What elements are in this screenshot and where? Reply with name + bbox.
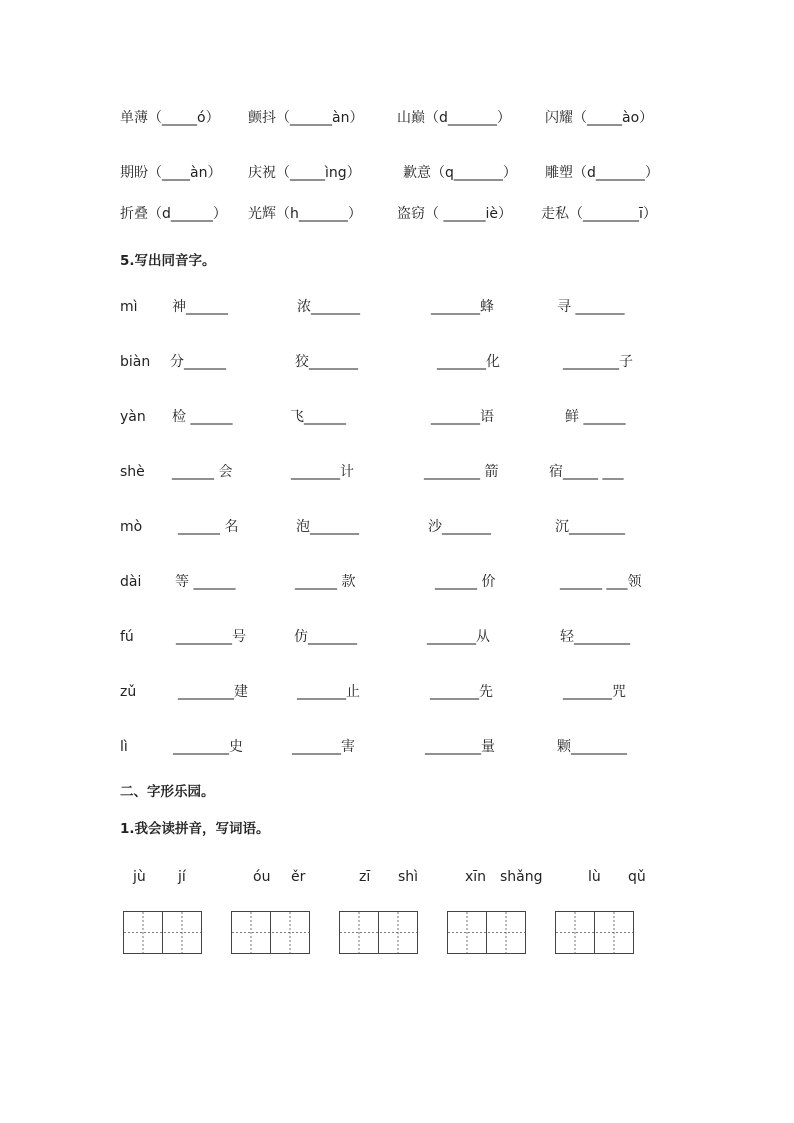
homophone-blank: ________量 [425,739,495,755]
homophone-pinyin: lì [120,739,128,755]
word-pinyin: jù [133,869,146,885]
writing-grid[interactable] [555,911,633,953]
pinyin-item: 山巅（d_______） [397,110,511,126]
homophone-blank: 鲜 ______ [565,409,626,425]
homophone-blank: 颗________ [557,739,627,755]
homophone-blank: _______蜂 [431,299,494,315]
section-2-1-title: 1.我会读拼音，写词语。 [120,821,270,837]
section-5-title: 5.写出同音字。 [120,253,216,269]
homophone-blank: ________史 [173,739,243,755]
writing-grid[interactable] [231,911,309,953]
pinyin-item: 雕塑（d_______） [545,165,659,181]
homophone-pinyin: dài [120,574,142,590]
homophone-blank: 轻________ [560,629,630,645]
pinyin-item: 盗窃（ ______iè） [397,206,512,222]
word-pinyin: zī [359,869,371,885]
pinyin-item: 折叠（d______） [120,206,227,222]
homophone-blank: _______咒 [563,684,626,700]
word-pinyin: jí [178,869,186,885]
homophone-blank: ________子 [563,354,633,370]
homophone-pinyin: mì [120,299,138,315]
homophone-blank: 浓_______ [297,299,360,315]
writing-grid[interactable] [447,911,525,953]
homophone-blank: 泡_______ [296,519,359,535]
word-pinyin: lù [588,869,601,885]
word-pinyin: qǔ [628,869,646,885]
homophone-blank: _______计 [291,464,354,480]
homophone-blank: _______化 [437,354,500,370]
word-pinyin: ěr [291,869,306,885]
pinyin-item: 单薄（_____ó） [120,110,220,126]
homophone-pinyin: zǔ [120,684,137,700]
section-2-title: 二、字形乐园。 [120,784,215,800]
word-pinyin: shì [398,869,419,885]
homophone-blank: 飞______ [290,409,346,425]
homophone-blank: _______止 [297,684,360,700]
homophone-blank: 等 ______ [175,574,236,590]
homophone-blank: 神______ [172,299,228,315]
homophone-blank: ________建 [178,684,248,700]
homophone-blank: _______从 [427,629,490,645]
word-pinyin: óu [253,869,271,885]
pinyin-item: 期盼（____àn） [120,165,222,181]
homophone-blank: _______先 [430,684,493,700]
pinyin-item: 光辉（h_______） [248,206,362,222]
pinyin-item: 颤抖（______àn） [248,110,364,126]
homophone-pinyin: yàn [120,409,146,425]
homophone-blank: 仿_______ [294,629,357,645]
homophone-blank: ________ 箭 [424,464,499,480]
pinyin-item: 闪耀（_____ào） [545,110,654,126]
homophone-blank: 分______ [170,354,226,370]
homophone-blank: ______ 会 [172,464,233,480]
homophone-blank: ________号 [176,629,246,645]
homophone-blank: 宿_____ ___ [549,464,624,480]
homophone-blank: 检 ______ [172,409,233,425]
homophone-blank: ______ 名 [178,519,239,535]
homophone-blank: 沉________ [555,519,625,535]
homophone-pinyin: biàn [120,354,151,370]
pinyin-item: 庆祝（_____ìng） [248,165,361,181]
homophone-pinyin: fú [120,629,134,645]
homophone-pinyin: mò [120,519,143,535]
homophone-blank: 狡_______ [295,354,358,370]
word-pinyin: shǎng [500,869,543,885]
homophone-blank: _______语 [431,409,494,425]
homophone-pinyin: shè [120,464,145,480]
homophone-blank: ______ 价 [435,574,496,590]
writing-grid[interactable] [123,911,201,953]
pinyin-item: 歉意（q_______） [403,165,517,181]
homophone-blank: ______ ___领 [560,574,642,590]
writing-grid[interactable] [339,911,417,953]
homophone-blank: 寻 _______ [557,299,625,315]
homophone-blank: ______ 款 [295,574,356,590]
pinyin-item: 走私（________ī） [541,206,657,222]
word-pinyin: xīn [465,869,487,885]
homophone-blank: 沙_______ [428,519,491,535]
homophone-blank: _______害 [292,739,355,755]
